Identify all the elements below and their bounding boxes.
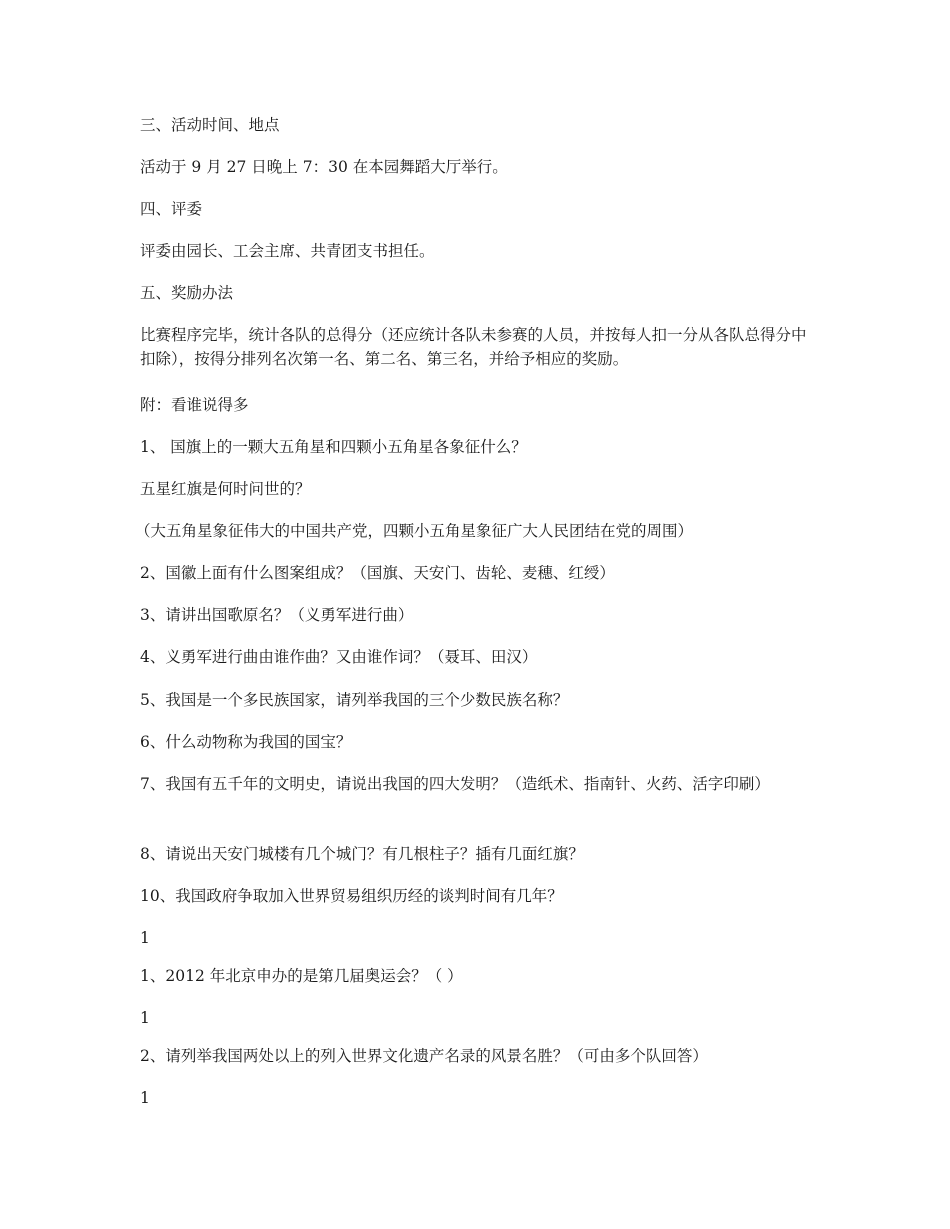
question-heritage: 2、请列举我国两处以上的列入世界文化遗产名录的风景名胜？（可由多个队回答）	[140, 1047, 708, 1065]
question-10: 10、我国政府争取加入世界贸易组织历经的谈判时间有几年？	[140, 887, 563, 905]
question-olympics: 1、2012 年北京申办的是第几届奥运会？（ ）	[140, 967, 463, 985]
question-1: 1、 国旗上的一颗大五角星和四颗小五角星各象征什么？	[140, 438, 527, 456]
paragraph-judges: 评委由园长、工会主席、共青团支书担任。	[140, 242, 435, 260]
question-6: 6、什么动物称为我国的国宝？	[140, 733, 352, 751]
question-3: 3、请讲出国歌原名？（义勇军进行曲）	[140, 606, 414, 624]
answer-1: （大五角星象征伟大的中国共产党，四颗小五角星象征广大人民团结在党的周围）	[135, 522, 694, 540]
question-7: 7、我国有五千年的文明史，请说出我国的四大发明？（造纸术、指南针、火药、活字印刷）	[140, 775, 770, 793]
question-2: 2、国徽上面有什么图案组成？（国旗、天安门、齿轮、麦穗、红绶）	[140, 564, 615, 582]
question-4: 4、义勇军进行曲由谁作曲？又由谁作词？（聂耳、田汉）	[140, 648, 538, 666]
question-8: 8、请说出天安门城楼有几个城门？有几根柱子？插有几面红旗？	[140, 845, 584, 863]
heading-appendix: 附：看谁说得多	[140, 396, 249, 414]
marker-1a: 1	[140, 929, 150, 947]
question-1-followup: 五星红旗是何时问世的？	[140, 480, 311, 498]
marker-1c: 1	[140, 1089, 150, 1107]
question-5: 5、我国是一个多民族国家，请列举我国的三个少数民族名称？	[140, 691, 569, 709]
heading-reward-method: 五、奖励办法	[140, 284, 234, 302]
marker-1b: 1	[140, 1009, 150, 1027]
heading-activity-time-place: 三、活动时间、地点	[140, 116, 280, 134]
paragraph-reward-method: 比赛程序完毕，统计各队的总得分（还应统计各队未参赛的人员，并按每人扣一分从各队总得分中扣除），按得分排列名次第一名、第二名、第三名，并给予相应的奖励。	[140, 326, 807, 368]
heading-judges: 四、评委	[140, 200, 203, 218]
paragraph-activity-time: 活动于 9 月 27 日晚上 7：30 在本园舞蹈大厅举行。	[140, 158, 508, 176]
